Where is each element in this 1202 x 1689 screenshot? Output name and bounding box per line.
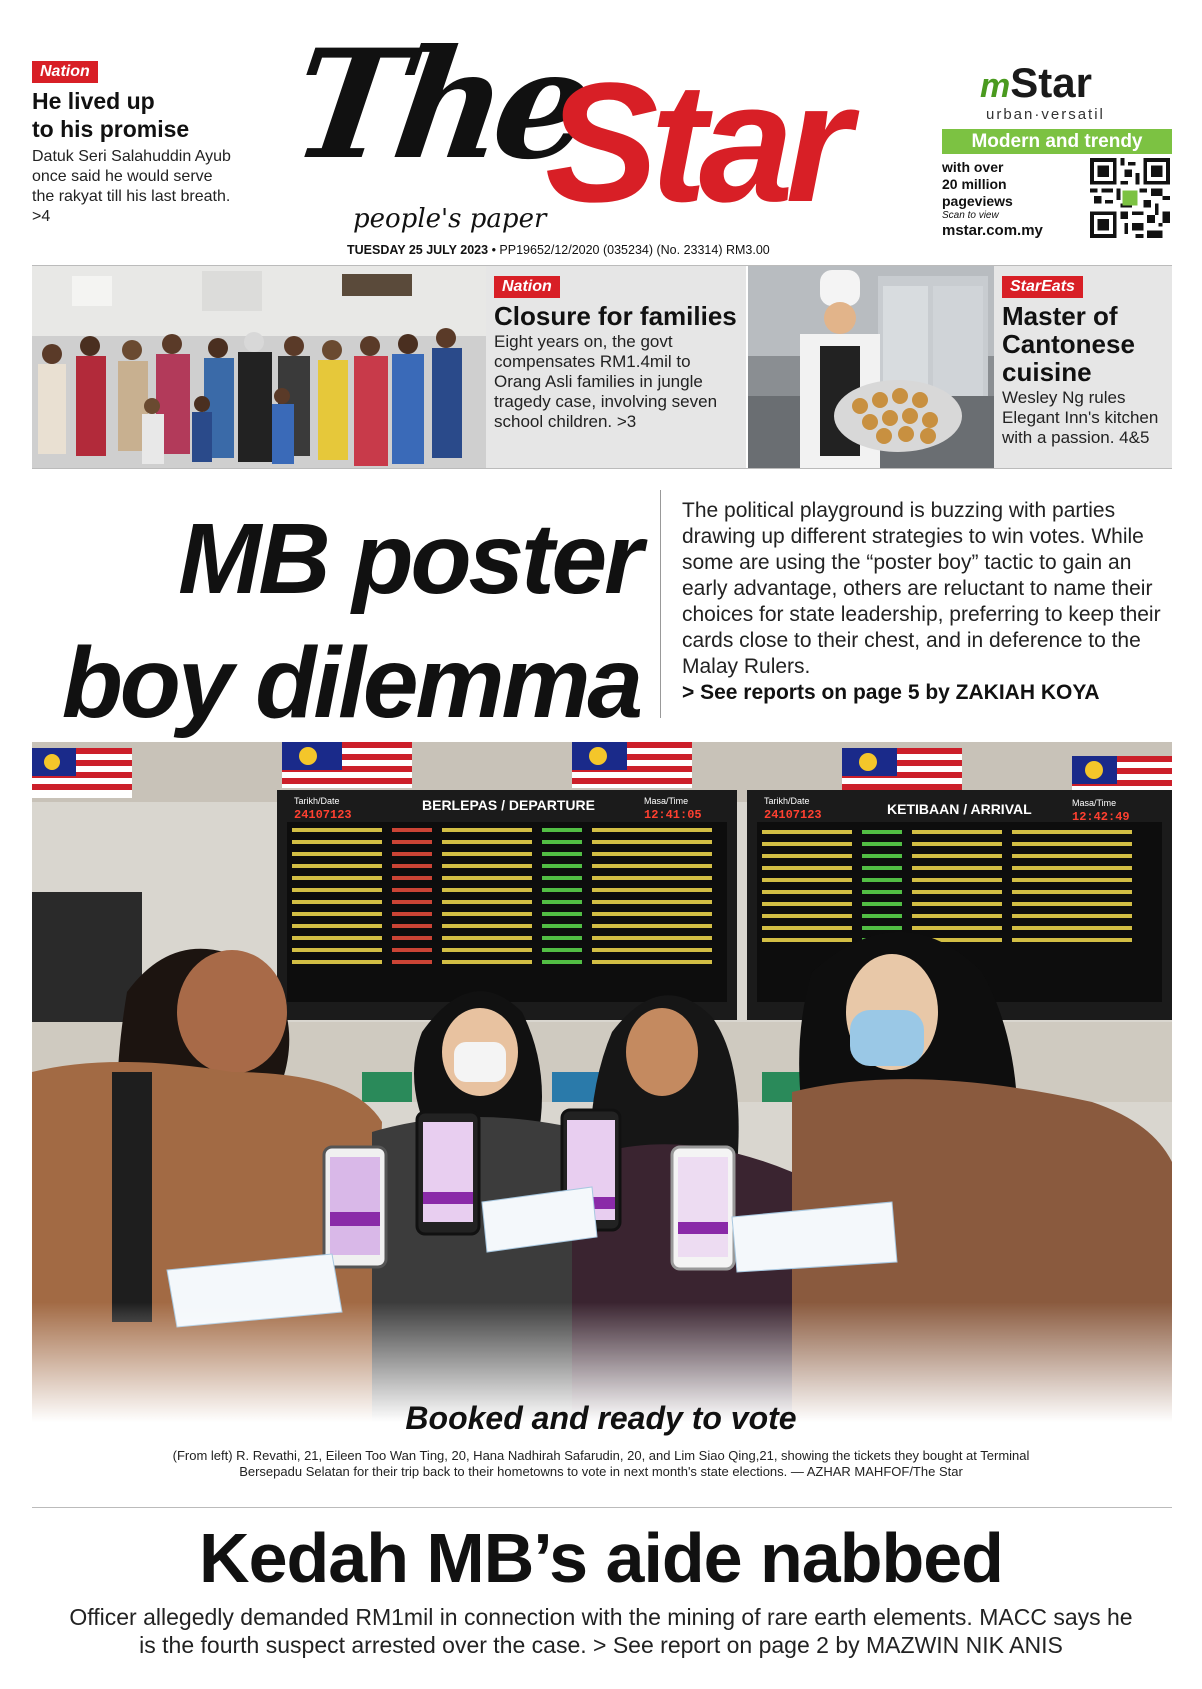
mstar-promo[interactable] (942, 59, 1172, 242)
departure-time: 12:41:05 (644, 808, 702, 822)
lead-headline[interactable]: MB poster boy dilemma (61, 503, 640, 739)
strip-story-headline: Closure for families (494, 301, 737, 331)
bottom-headline[interactable]: Kedah MB’s aide nabbed (199, 1519, 1003, 1597)
masthead-the: The (282, 17, 594, 193)
teaser-headline: He lived up to his promise (32, 88, 190, 142)
mstar-logo: mStar (980, 59, 1092, 106)
issue-date: TUESDAY 25 JULY 2023 (347, 243, 489, 257)
bottom-body: Officer allegedly demanded RM1mil in connection with the mining of rare earth elements. MACC says he is the fourth suspect arrested over the case. > See report on page 2 by MAZWIN NIK ANIS (69, 1604, 1133, 1658)
top-left-teaser[interactable] (32, 61, 232, 227)
mstar-band: Modern and trendy (942, 129, 1172, 154)
teaser-body: Datuk Seri Salahuddin Ayub once said he would serve the rakyat till his last breath. >4 (32, 148, 231, 225)
arrival-date-label: Tarikh/Date (764, 796, 810, 806)
issue-info: • PP19652/12/2020 (035234) (No. 23314) RM3.00 (491, 243, 770, 257)
mstar-info: with over 20 million pageviews Scan to view mstar.com.my (942, 159, 1082, 239)
arrival-date: 24107123 (764, 808, 822, 822)
strip-story-headline: Master of Cantonese cuisine (1002, 301, 1135, 387)
mstar-subtitle: urban·versatil (986, 106, 1105, 123)
masthead-date-line (347, 243, 770, 257)
orang-asli-families-photo[interactable] (32, 266, 486, 468)
lead-divider (660, 490, 661, 718)
qr-code-icon[interactable] (1090, 158, 1170, 238)
arrival-title: KETIBAAN / ARRIVAL (887, 801, 1032, 817)
photo-caption-headline: Booked and ready to vote (405, 1400, 797, 1436)
strip-story-body: Wesley Ng rules Elegant Inn's kitchen with a passion. 4&5 (1002, 388, 1159, 447)
masthead-tagline: people's paper (353, 204, 547, 234)
strip-story-cantonese[interactable] (994, 266, 1172, 468)
strip-story-closure[interactable] (486, 266, 746, 468)
arrival-time-label: Masa/Time (1072, 798, 1117, 808)
masthead-star: Star (545, 48, 844, 238)
lead-see-reports-link[interactable]: > See reports on page 5 by ZAKIAH KOYA (682, 681, 1100, 704)
departure-board (277, 790, 737, 1020)
section-tag-nation: Nation (32, 61, 98, 83)
terminal-scene-illustration (32, 742, 1172, 1422)
strip-bottom-rule (32, 468, 1172, 469)
arrival-time: 12:42:49 (1072, 810, 1130, 824)
section-tag-nation: Nation (494, 276, 560, 298)
departure-date: 24107123 (294, 808, 352, 822)
main-photo[interactable] (32, 742, 1172, 1422)
departure-title: BERLEPAS / DEPARTURE (422, 797, 595, 813)
section-tag-stareats: StarEats (1002, 276, 1083, 298)
departure-date-label: Tarikh/Date (294, 796, 340, 806)
mstar-url[interactable]: mstar.com.my (942, 222, 1043, 239)
chef-kitchen-photo[interactable] (748, 266, 994, 468)
photo-caption-body: (From left) R. Revathi, 21, Eileen Too Wan Ting, 20, Hana Nadhirah Safarudin, 20, and Lim Siao Qing,21, showing the tickets they bought at Terminal Bersepadu Selatan for their trip back to their hometowns to vote in next month's state elections. — AZHAR MAHFOF/The Star (172, 1448, 1030, 1479)
masthead (282, 17, 915, 263)
departure-time-label: Masa/Time (644, 796, 689, 806)
strip-story-body: Eight years on, the govt compensates RM1.4mil to Orang Asli families in jungle tragedy case, involving seven school children. >3 (494, 332, 718, 431)
bottom-rule (32, 1507, 1172, 1508)
lead-body: The political playground is buzzing with parties drawing up different strategies to win votes. While some are using the “poster boy” tactic to gain an early advantage, others are reluctant to name their choices for state leadership, preferring to keep their cards close to their chest, and in deference to the Malay Rulers. > See reports on page 5 by ZAKIAH KOYA (682, 498, 1177, 706)
